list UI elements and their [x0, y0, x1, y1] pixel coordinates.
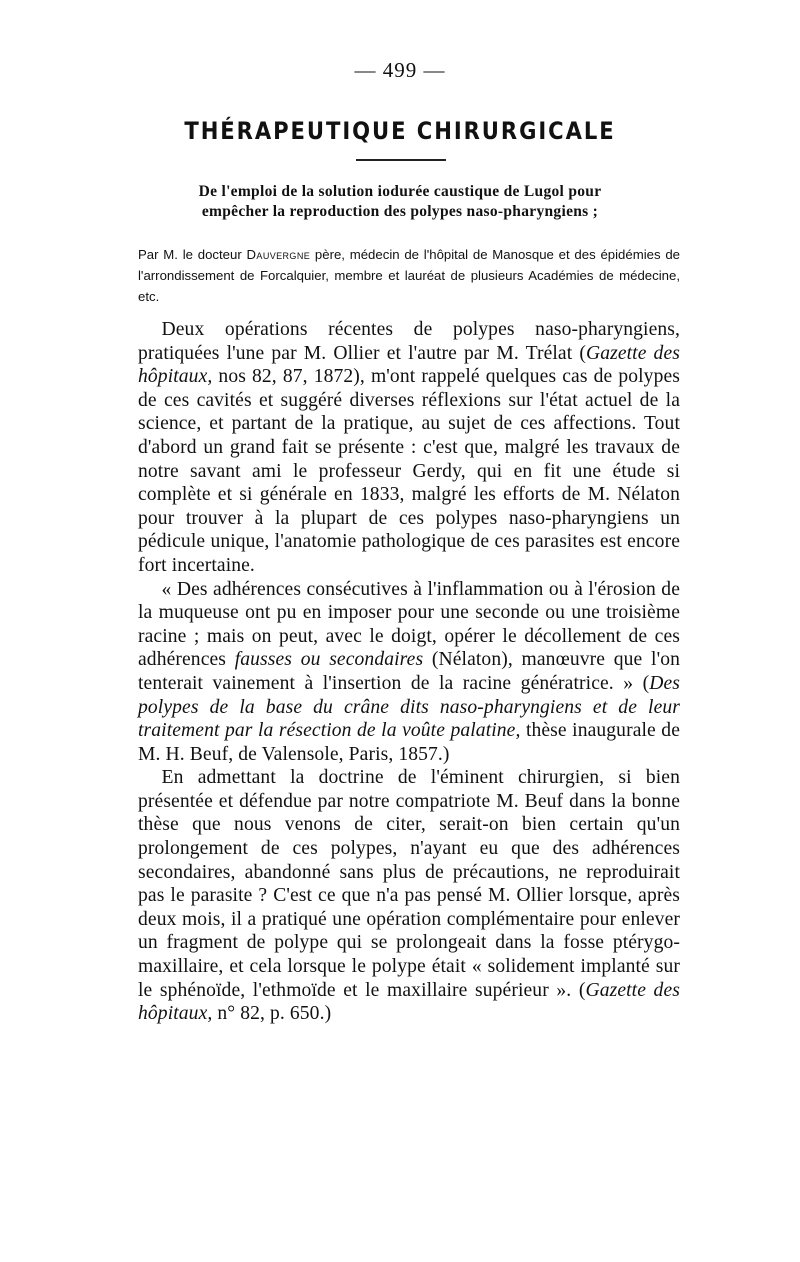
citation-gazette-1: Gazette des hôpitaux, — [138, 342, 680, 388]
author-name: Dauvergne — [246, 247, 311, 262]
citation-gazette-2: Gazette des hôpitaux, — [138, 979, 680, 1025]
title-divider — [356, 159, 446, 161]
paragraph-2-text-b: (Nélaton), manœuvre que l'on tenterait vainement à l'insertion de la racine génératrice. » ( — [138, 649, 680, 694]
page-number: — 499 — — [354, 58, 446, 82]
byline-prefix: Par M. le docteur — [138, 247, 247, 262]
byline-affiliation: père, médecin de l'hôpital de Manosque et des épidémies de l'arrondissement de Forcalquier, membre et lauréat de plusieurs Académies de médecine, etc. — [138, 247, 681, 304]
article-title-line-1: De l'emploi de la solution iodurée caustique de Lugol pour — [198, 183, 602, 200]
citation-thesis-title: Des polypes de la base du crâne dits naso-pharyngiens et de leur traitement par la résection de la voûte palatine, — [138, 672, 680, 742]
article-title — [110, 182, 690, 222]
paragraph-2-text-c: thèse inaugurale de M. H. Beuf, de Valensole, Paris, 1857.) — [138, 720, 680, 765]
section-title: THÉRAPEUTIQUE CHIRURGICALE — [184, 117, 616, 145]
paragraph-3-text-b: n° 82, p. 650.) — [212, 1003, 332, 1025]
paragraph-2-text-a: « Des adhérences consécutives à l'inflammation ou à l'érosion de la muqueuse ont pu en imposer pour une seconde ou une troisième racine ; mais on peut, avec le doigt, opérer le décollement de ces adhérences — [138, 578, 680, 671]
paragraph-3-text-a: En admettant la doctrine de l'éminent chirurgien, si bien présentée et défendue par notre compatriote M. Beuf dans la bonne thèse que nous venons de citer, serait-on bien certain qu'un prolongement de ces polypes, n'ayant eu que des adhérences secondaires, abandonné sans plus de précautions, ne reproduirait pas le parasite ? C'est ce que n'a pas pensé M. Ollier lorsque, après deux mois, il a pratiqué une opération complémentaire pour enlever un fragment de polype qui se prolongeait dans la fosse ptérygo-maxillaire, et cela lorsque le polype était « solidement implanté sur le sphénoïde, l'ethmoïde et le maxillaire supérieur ». ( — [138, 767, 680, 1001]
author-byline — [138, 244, 680, 307]
paragraph-1-text-b: nos 82, 87, 1872), m'ont rappelé quelques cas de polypes de ces cavités et suggéré diverses réflexions sur l'état actuel de la science, et partant de la pratique, au sujet de ces affections. Tout d'abord un grand fait se présente : c'est que, malgré les travaux de notre savant ami le professeur Gerdy, qui en fit une étude si complète et si générale en 1833, malgré les efforts de M. Nélaton pour trouver à la plupart de ces polypes naso-pharyngiens un pédicule unique, l'anatomie pathologique de ces parasites est encore fort incertaine. — [138, 366, 680, 576]
paragraph-1-text-a: Deux opérations récentes de polypes naso-pharyngiens, pratiquées l'une par M. Ollier et l'autre par M. Trélat ( — [138, 319, 680, 364]
emphasis-fausses: fausses ou secondaires — [234, 649, 424, 671]
paragraph-2 — [138, 578, 680, 767]
paragraph-3 — [138, 766, 680, 1026]
article-title-line-2: empêcher la reproduction des polypes naso-pharyngiens ; — [201, 203, 599, 220]
paragraph-1 — [138, 318, 680, 578]
article-body — [138, 318, 680, 1026]
